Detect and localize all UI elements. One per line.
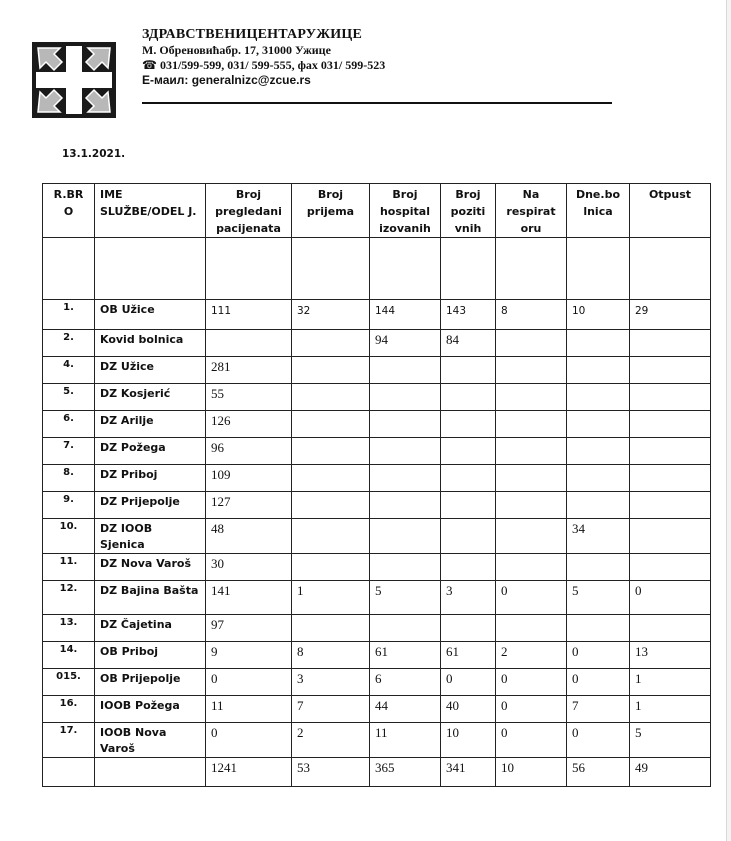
- value-cell: 0: [496, 696, 567, 723]
- value-cell: 30: [206, 554, 292, 581]
- service-name: DZ Kosjerić: [95, 384, 206, 411]
- header-cell: Broj prijema: [292, 184, 370, 238]
- value-cell: 9: [206, 642, 292, 669]
- total-cell: 341: [441, 758, 496, 787]
- value-cell: [567, 465, 630, 492]
- table-row: [43, 330, 711, 357]
- service-name: IOOB Nova Varoš: [95, 723, 206, 758]
- value-cell: 0: [567, 723, 630, 758]
- value-cell: 0: [206, 723, 292, 758]
- value-cell: 0: [567, 669, 630, 696]
- value-cell: [370, 411, 441, 438]
- service-name: Kovid bolnica: [95, 330, 206, 357]
- value-cell: [567, 615, 630, 642]
- value-cell: [292, 492, 370, 519]
- service-name: OB Užice: [95, 300, 206, 330]
- value-cell: [441, 438, 496, 465]
- value-cell: [630, 519, 711, 554]
- value-cell: [630, 357, 711, 384]
- value-cell: 5: [370, 581, 441, 615]
- table-row: [43, 642, 711, 669]
- value-cell: 2: [496, 642, 567, 669]
- value-cell: 11: [370, 723, 441, 758]
- total-cell: 53: [292, 758, 370, 787]
- report-table: [42, 183, 711, 787]
- row-number: 10.: [43, 519, 95, 554]
- service-name: DZ IOOB Sjenica: [95, 519, 206, 554]
- table-row: [43, 411, 711, 438]
- organization-email: Е-маил: generalnizc@zcue.rs: [142, 73, 311, 87]
- header-cell: Broj pregledani pacijenata: [206, 184, 292, 238]
- service-name: DZ Arilje: [95, 411, 206, 438]
- table-cell: [630, 238, 711, 300]
- table-cell: [370, 238, 441, 300]
- row-number: 13.: [43, 615, 95, 642]
- value-cell: [630, 554, 711, 581]
- value-cell: [567, 411, 630, 438]
- value-cell: 6: [370, 669, 441, 696]
- value-cell: [496, 492, 567, 519]
- total-cell: 365: [370, 758, 441, 787]
- table-cell: [43, 238, 95, 300]
- letterhead: [142, 26, 612, 88]
- organization-phone: [142, 58, 612, 73]
- header-cell: Broj poziti vnih: [441, 184, 496, 238]
- value-cell: 0: [567, 642, 630, 669]
- service-name: DZ Priboj: [95, 465, 206, 492]
- value-cell: [441, 411, 496, 438]
- table-row: [43, 554, 711, 581]
- table-row: [43, 384, 711, 411]
- value-cell: 8: [496, 300, 567, 330]
- value-cell: [630, 411, 711, 438]
- value-cell: 40: [441, 696, 496, 723]
- service-name: DZ Nova Varoš: [95, 554, 206, 581]
- value-cell: [496, 438, 567, 465]
- value-cell: 126: [206, 411, 292, 438]
- report-date: 13.1.2021.: [62, 148, 126, 160]
- table-row: [43, 615, 711, 642]
- value-cell: 7: [292, 696, 370, 723]
- value-cell: 2: [292, 723, 370, 758]
- header-cell: Na respirat oru: [496, 184, 567, 238]
- value-cell: [292, 615, 370, 642]
- service-name: IOOB Požega: [95, 696, 206, 723]
- value-cell: [441, 519, 496, 554]
- value-cell: 84: [441, 330, 496, 357]
- value-cell: [206, 330, 292, 357]
- value-cell: 94: [370, 330, 441, 357]
- value-cell: [567, 357, 630, 384]
- value-cell: 111: [206, 300, 292, 330]
- total-cell: 10: [496, 758, 567, 787]
- value-cell: 143: [441, 300, 496, 330]
- value-cell: 61: [441, 642, 496, 669]
- value-cell: [292, 357, 370, 384]
- value-cell: [567, 384, 630, 411]
- value-cell: 61: [370, 642, 441, 669]
- row-number: 5.: [43, 384, 95, 411]
- value-cell: 0: [496, 723, 567, 758]
- value-cell: [567, 492, 630, 519]
- value-cell: [496, 330, 567, 357]
- value-cell: [496, 465, 567, 492]
- value-cell: [496, 357, 567, 384]
- value-cell: [567, 438, 630, 465]
- value-cell: 3: [292, 669, 370, 696]
- value-cell: 7: [567, 696, 630, 723]
- value-cell: [496, 554, 567, 581]
- value-cell: [370, 554, 441, 581]
- table-row: [43, 492, 711, 519]
- row-number: 12.: [43, 581, 95, 615]
- table-row: [43, 357, 711, 384]
- service-name: DZ Požega: [95, 438, 206, 465]
- header-cell: IME SLUŽBE/ODEL J.: [95, 184, 206, 238]
- table-row: [43, 519, 711, 554]
- phone-numbers: 031/599-599, 031/ 599-555, фах 031/ 599-523: [159, 58, 386, 72]
- blank-row: [43, 238, 711, 300]
- value-cell: 97: [206, 615, 292, 642]
- value-cell: 144: [370, 300, 441, 330]
- table-row: [43, 581, 711, 615]
- table-row: [43, 696, 711, 723]
- value-cell: [567, 330, 630, 357]
- value-cell: [496, 411, 567, 438]
- value-cell: 1: [630, 669, 711, 696]
- value-cell: [496, 519, 567, 554]
- value-cell: [441, 465, 496, 492]
- total-cell: 49: [630, 758, 711, 787]
- value-cell: 44: [370, 696, 441, 723]
- value-cell: 5: [630, 723, 711, 758]
- value-cell: [630, 438, 711, 465]
- row-number: 7.: [43, 438, 95, 465]
- row-number: 4.: [43, 357, 95, 384]
- value-cell: [370, 519, 441, 554]
- service-name: OB Prijepolje: [95, 669, 206, 696]
- table-cell: [43, 758, 95, 787]
- value-cell: 29: [630, 300, 711, 330]
- value-cell: [630, 615, 711, 642]
- table-cell: [441, 238, 496, 300]
- value-cell: [567, 554, 630, 581]
- value-cell: 1: [292, 581, 370, 615]
- value-cell: [292, 465, 370, 492]
- header-cell: Otpust: [630, 184, 711, 238]
- value-cell: [441, 615, 496, 642]
- organization-address: М. Обреновићабр. 17, 31000 Ужице: [142, 43, 331, 57]
- value-cell: [292, 330, 370, 357]
- value-cell: [496, 615, 567, 642]
- four-arrows-cross-logo: [32, 42, 116, 118]
- value-cell: [292, 554, 370, 581]
- table-row: [43, 465, 711, 492]
- totals-row: [43, 758, 711, 787]
- table-row: [43, 438, 711, 465]
- value-cell: [496, 384, 567, 411]
- value-cell: [630, 330, 711, 357]
- header-cell: R.BR O: [43, 184, 95, 238]
- value-cell: [370, 357, 441, 384]
- header-divider: [142, 102, 612, 104]
- value-cell: [630, 492, 711, 519]
- table-header-row: [43, 184, 711, 238]
- value-cell: 0: [496, 669, 567, 696]
- value-cell: 8: [292, 642, 370, 669]
- value-cell: 1: [630, 696, 711, 723]
- value-cell: 5: [567, 581, 630, 615]
- value-cell: 3: [441, 581, 496, 615]
- row-number: 9.: [43, 492, 95, 519]
- value-cell: 13: [630, 642, 711, 669]
- value-cell: 0: [496, 581, 567, 615]
- value-cell: 127: [206, 492, 292, 519]
- value-cell: 34: [567, 519, 630, 554]
- table-cell: [206, 238, 292, 300]
- value-cell: [441, 492, 496, 519]
- service-name: DZ Bajina Bašta: [95, 581, 206, 615]
- value-cell: [370, 384, 441, 411]
- value-cell: 0: [206, 669, 292, 696]
- row-number: 1.: [43, 300, 95, 330]
- service-name: DZ Užice: [95, 357, 206, 384]
- value-cell: [292, 384, 370, 411]
- row-number: 015.: [43, 669, 95, 696]
- value-cell: [441, 384, 496, 411]
- row-number: 11.: [43, 554, 95, 581]
- value-cell: 141: [206, 581, 292, 615]
- value-cell: [370, 615, 441, 642]
- table-row: [43, 723, 711, 758]
- value-cell: 55: [206, 384, 292, 411]
- value-cell: [441, 554, 496, 581]
- service-name: DZ Čajetina: [95, 615, 206, 642]
- value-cell: [370, 438, 441, 465]
- total-cell: 56: [567, 758, 630, 787]
- table-cell: [567, 238, 630, 300]
- value-cell: 0: [441, 669, 496, 696]
- row-number: 6.: [43, 411, 95, 438]
- header-cell: Dne.bo lnica: [567, 184, 630, 238]
- value-cell: [370, 492, 441, 519]
- value-cell: [292, 411, 370, 438]
- value-cell: [292, 438, 370, 465]
- value-cell: 281: [206, 357, 292, 384]
- value-cell: 32: [292, 300, 370, 330]
- value-cell: [441, 357, 496, 384]
- value-cell: 48: [206, 519, 292, 554]
- value-cell: 10: [567, 300, 630, 330]
- table-cell: [292, 238, 370, 300]
- row-number: 16.: [43, 696, 95, 723]
- table-cell: [496, 238, 567, 300]
- service-name: OB Priboj: [95, 642, 206, 669]
- table-row: [43, 669, 711, 696]
- row-number: 8.: [43, 465, 95, 492]
- value-cell: 0: [630, 581, 711, 615]
- header-cell: Broj hospital izovanih: [370, 184, 441, 238]
- value-cell: [292, 519, 370, 554]
- value-cell: [630, 465, 711, 492]
- total-cell: 1241: [206, 758, 292, 787]
- row-number: 17.: [43, 723, 95, 758]
- value-cell: [370, 465, 441, 492]
- table-cell: [95, 238, 206, 300]
- organization-name: ЗДРАВСТВЕНИЦЕНТАРУЖИЦЕ: [142, 27, 362, 42]
- value-cell: 109: [206, 465, 292, 492]
- telephone-icon: ☎: [142, 58, 157, 72]
- value-cell: 96: [206, 438, 292, 465]
- value-cell: [630, 384, 711, 411]
- value-cell: 10: [441, 723, 496, 758]
- row-number: 14.: [43, 642, 95, 669]
- value-cell: 11: [206, 696, 292, 723]
- row-number: 2.: [43, 330, 95, 357]
- table-cell: [95, 758, 206, 787]
- table-row: [43, 300, 711, 330]
- service-name: DZ Prijepolje: [95, 492, 206, 519]
